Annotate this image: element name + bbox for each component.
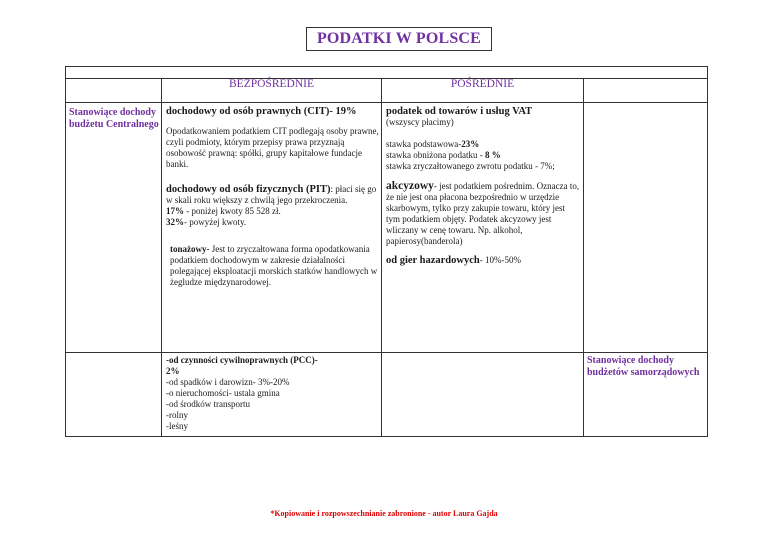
page-title-box (306, 27, 492, 51)
table-col-divider (583, 78, 584, 436)
table-row-divider (66, 102, 707, 103)
table-col-divider (381, 78, 382, 436)
pit-rate-low-value: 17% (166, 206, 184, 216)
tonnage-description: Jest to zryczałtowana forma opodatkowania podatkiem dochodowym w zakresie działalności polegającej eksploatacji morskich statków handlowych w żegludze międzynarodowej. (170, 244, 378, 287)
pit-rate-high-value: 32% (166, 217, 184, 227)
vehicle-tax: -od środków transportu (166, 399, 250, 409)
indirect-central-cell (386, 106, 581, 266)
excise-block (386, 181, 581, 247)
excise-title: akcyzowy (386, 180, 434, 192)
gambling-block (386, 255, 581, 266)
tonnage-title: tonażowy- (170, 244, 210, 254)
gambling-title: od gier hazardowych (386, 255, 480, 266)
table-col-divider (161, 78, 162, 436)
tax-table (65, 66, 708, 437)
gambling-rate: - 10%-50% (479, 255, 521, 265)
row-label-central: Stanowiące dochody budżetu Centralnego (69, 107, 159, 130)
pit-rate-low (166, 206, 379, 217)
inheritance-tax: -od spadków i darowizn- 3%-20% (166, 377, 290, 387)
pit-title: dochodowy od osób fizycznych (PIT) (166, 184, 331, 195)
pcc-title: -od czynności cywilnoprawnych (PCC)- (166, 355, 318, 365)
tonnage-block (166, 244, 379, 288)
property-tax: -o nieruchomości- ustala gmina (166, 388, 280, 398)
pit-rate-high (166, 217, 379, 228)
page-title: PODATKI W POLSCE (316, 30, 482, 47)
direct-central-cell (166, 106, 379, 288)
excise-description: - jest podatkiem pośrednim. Oznacza to, że nie jest ona płacona bezpośrednio w urzędzie skarbowym, tylko przy zakupie towaru, który jest tym podatkiem objęty. Podatek akcyzowy jest wliczany w cenę towaru. Np. alkohol, papierosy(banderola) (386, 181, 580, 246)
vat-title: podatek od towarów i usług VAT (386, 106, 533, 117)
pit-rate-high-text: - powyżej kwoty. (184, 217, 247, 227)
copyright-footer: *Kopiowanie i rozpowszechnianie zabronione - autor Laura Gajda (270, 509, 498, 518)
cit-title: dochodowy od osób prawnych (CIT)- 19% (166, 106, 357, 117)
header-indirect: POŚREDNIE (450, 78, 515, 90)
vat-standard-rate: 23% (461, 139, 480, 149)
row-label-local: Stanowiące dochody budżetów samorządowych (587, 355, 700, 378)
vat-flat-rate: stawka zryczałtowanego zwrotu podatku - 7%; (386, 161, 555, 171)
agricultural-tax: -rolny (166, 410, 188, 420)
vat-reduced (386, 150, 581, 161)
vat-standard (386, 139, 581, 150)
table-row-divider (66, 352, 707, 353)
vat-reduced-rate: 8 % (484, 150, 501, 160)
vat-reduced-label: stawka obniżona podatku - (386, 150, 485, 160)
pit-description: : płaci się go w skali roku większy z chwilą jego przekroczenia. (166, 184, 377, 205)
forest-tax: -leśny (166, 421, 188, 431)
cit-description: Opodatkowaniem podatkiem CIT podlegają osoby prawne, czyli podmioty, którym przepisy prawa przyznają osobowość prawną: spółki, grupy kapitałowe fundacje banki. (166, 126, 379, 169)
pcc-rate: 2% (166, 366, 180, 376)
direct-local-cell (166, 355, 379, 432)
pit-block (166, 184, 379, 206)
header-direct: BEZPOŚREDNIE (229, 78, 314, 90)
vat-subtitle: (wszyscy płacimy) (386, 117, 454, 127)
vat-standard-label: stawka podstawowa- (386, 139, 462, 149)
pit-rate-low-text: - poniżej kwoty 85 528 zł. (184, 206, 281, 216)
